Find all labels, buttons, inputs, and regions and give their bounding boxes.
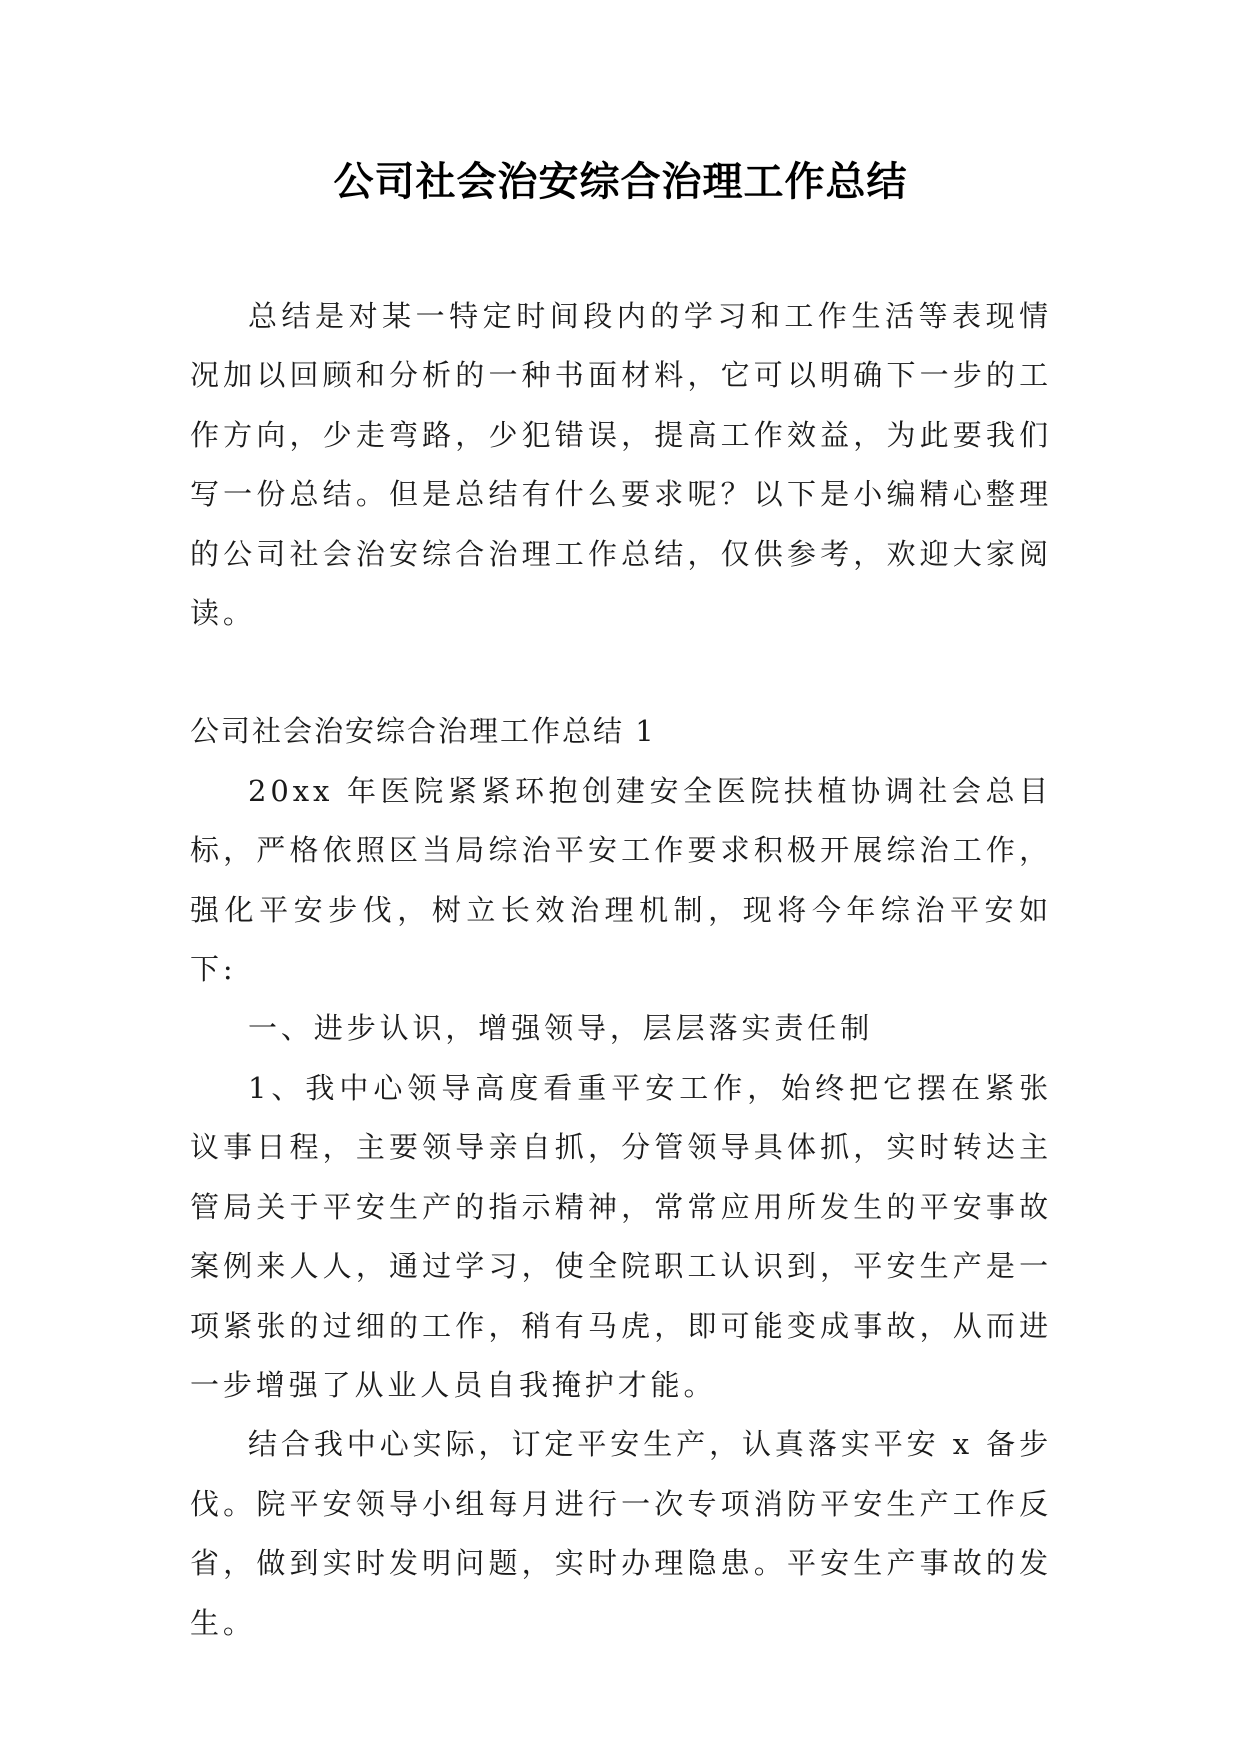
- intro-paragraph: 总结是对某一特定时间段内的学习和工作生活等表现情况加以回顾和分析的一种书面材料，它可以明确下一步的工作方向，少走弯路，少犯错误，提高工作效益，为此要我们写一份总结。但是总结有什么要求呢？以下是小编精心整理的公司社会治安综合治理工作总结，仅供参考，欢迎大家阅读。: [190, 299, 1052, 631]
- body-paragraph: 20xx 年医院紧紧环抱创建安全医院扶植协调社会总目标，严格依照区当局综治平安工作要求积极开展综治工作，强化平安步伐，树立长效治理机制，现将今年综治平安如下:: [190, 773, 1052, 987]
- section-heading: 公司社会治安综合治理工作总结 1: [190, 714, 656, 749]
- document-body: [190, 287, 1052, 1653]
- document-title: 公司社会治安综合治理工作总结: [333, 158, 908, 205]
- body-paragraph: 结合我中心实际，订定平安生产，认真落实平安 x 备步伐。院平安领导小组每月进行一次专项消防平安生产工作反省，做到实时发明问题，实时办理隐患。平安生产事故的发生。: [190, 1427, 1052, 1640]
- paragraph-gap: [190, 643, 1052, 702]
- subsection-heading: 一、进步认识，增强领导，层层落实责任制: [248, 1011, 874, 1046]
- body-paragraph: 1、我中心领导高度看重平安工作，始终把它摆在紧张议事日程，主要领导亲自抓，分管领导具体抓，实时转达主管局关于平安生产的指示精神，常常应用所发生的平安事故案例来人人，通过学习，使全院职工认识到，平安生产是一项紧张的过细的工作，稍有马虎，即可能变成事故，从而进一步增强了从业人员自我掩护才能。: [190, 1070, 1052, 1402]
